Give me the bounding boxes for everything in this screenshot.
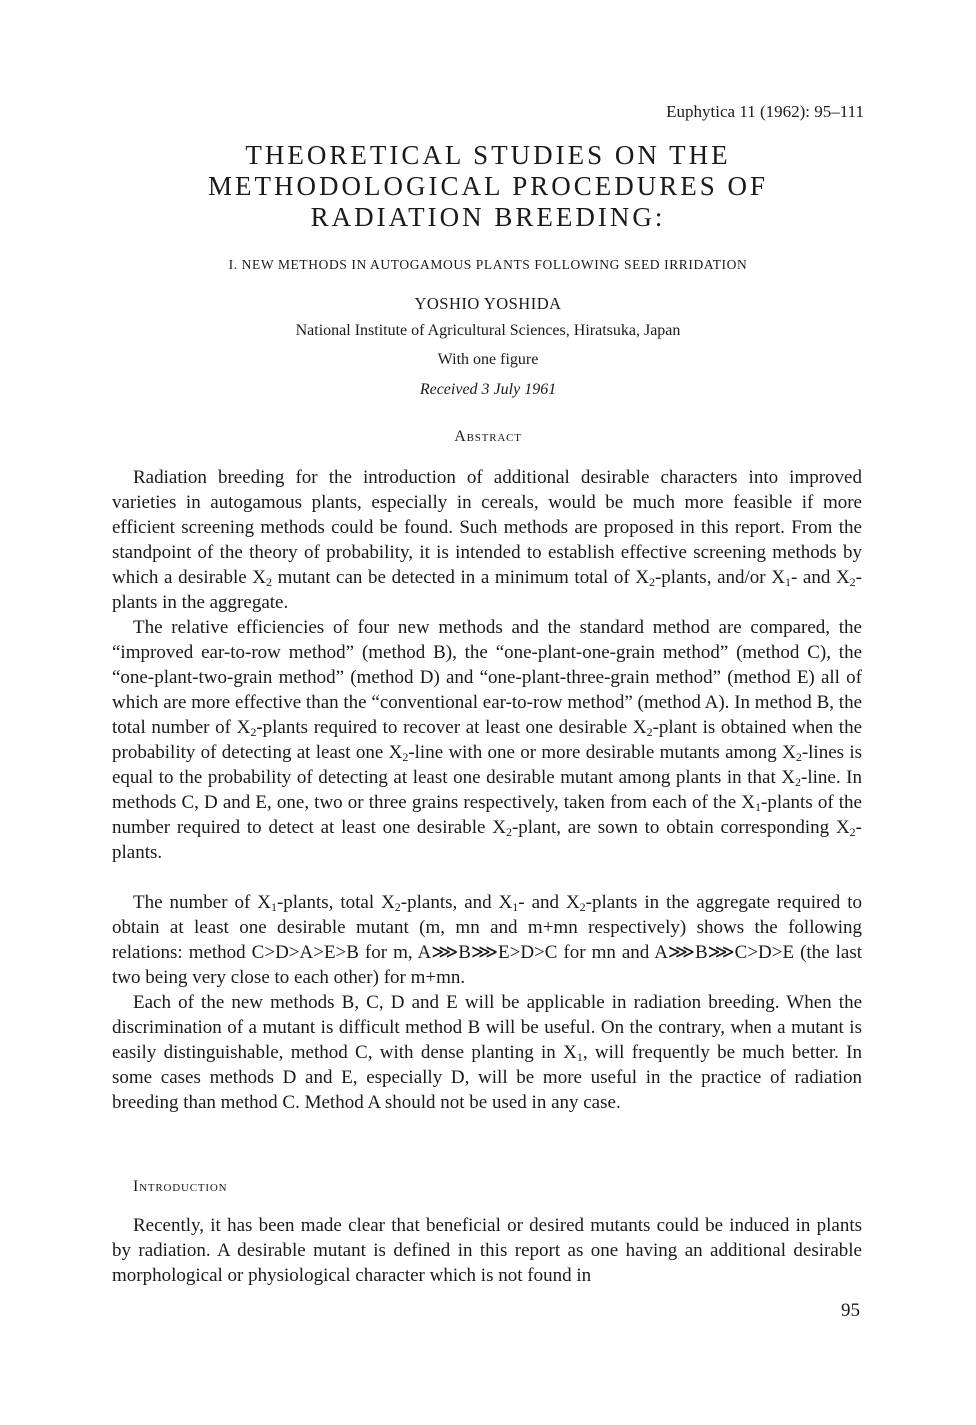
title-line: METHODOLOGICAL PROCEDURES OF [207, 171, 769, 201]
paper-title [0, 140, 976, 233]
abstract-paragraph: The relative efficiencies of four new methods and the standard method are compared, the “improved ear-to-row method” (method B), the “one-plant-one-grain method” (method C), the “one-plant-two-grain method” (method D) and “one-plant-three-grain method” (method E) all of which are more effective than the “conventional ear-to-row method” (method A). In method B, the total number of $X_2$-plants required to recover at least one desirable $X_2$-plant is obtained when the probability of detecting at least one $X_2$-line with one or more desirable mutants among $X_2$-lines is equal to the probability of detecting at least one desirable mutant among plants in that $X_2$-line. In methods C, D and E, one, two or three grains respectively, taken from each of the $X_1$-plants of the number required to detect at least one desirable $X_2$-plant, are sown to obtain corresponding $X_2$-plants. [112, 617, 862, 863]
figure-note: With one figure [437, 351, 539, 368]
author-affiliation: National Institute of Agricultural Sciences, Hiratsuka, Japan [295, 322, 681, 339]
paper-subtitle: I. NEW METHODS IN AUTOGAMOUS PLANTS FOLLOWING SEED IRRIDATION [228, 257, 748, 272]
abstract-heading: Abstract [454, 428, 522, 445]
introduction-paragraph: Recently, it has been made clear that beneficial or desired mutants could be induced in plants by radiation. A desirable mutant is defined in this report as one having an additional desirable morphological or physiological character which is not found in [112, 1215, 862, 1286]
abstract-paragraph: Each of the new methods B, C, D and E will be applicable in radiation breeding. When the discrimination of a mutant is difficult method B will be useful. On the contrary, when a mutant is easily distinguishable, method C, with dense planting in $X_1$, will frequently be much better. In some cases methods D and E, especially D, will be more useful in the practice of radiation breeding than method C. Method A should not be used in any case. [112, 992, 863, 1113]
title-line: RADIATION BREEDING: [310, 202, 666, 232]
page-number: 95 [841, 1300, 860, 1321]
abstract-paragraph: Radiation breeding for the introduction of additional desirable characters into improved varieties in autogamous plants, especially in cereals, would be much more feasible if more efficient screening methods could be found. Such methods are proposed in this report. From the standpoint of the theory of probability, it is intended to establish effective screening methods by which a desirable $X_2$ mutant can be detected in a minimum total of $X_2$-plants, and/or $X_1-$ and $X_2$-plants in the aggregate. [112, 467, 862, 613]
abstract-paragraph: The number of $X_1$-plants, total $X_2$-plants, and $X_1-$ and $X_2$-plants in the aggregate required to obtain at least one desirable mutant (m, mn and m+mn respectively) shows the following relations: method C>D>A>E>B for m, A⋙B⋙E>D>C for mn and A⋙B⋙C>D>E (the last two being very close to each other) for m+mn. [112, 892, 862, 988]
received-date: Received 3 July 1961 [419, 381, 557, 398]
introduction-heading: Introduction [133, 1178, 228, 1195]
title-line: THEORETICAL STUDIES ON THE [245, 140, 731, 170]
journal-reference: Euphytica 11 (1962): 95–111 [666, 102, 864, 121]
author-name: YOSHIO YOSHIDA [414, 294, 562, 313]
